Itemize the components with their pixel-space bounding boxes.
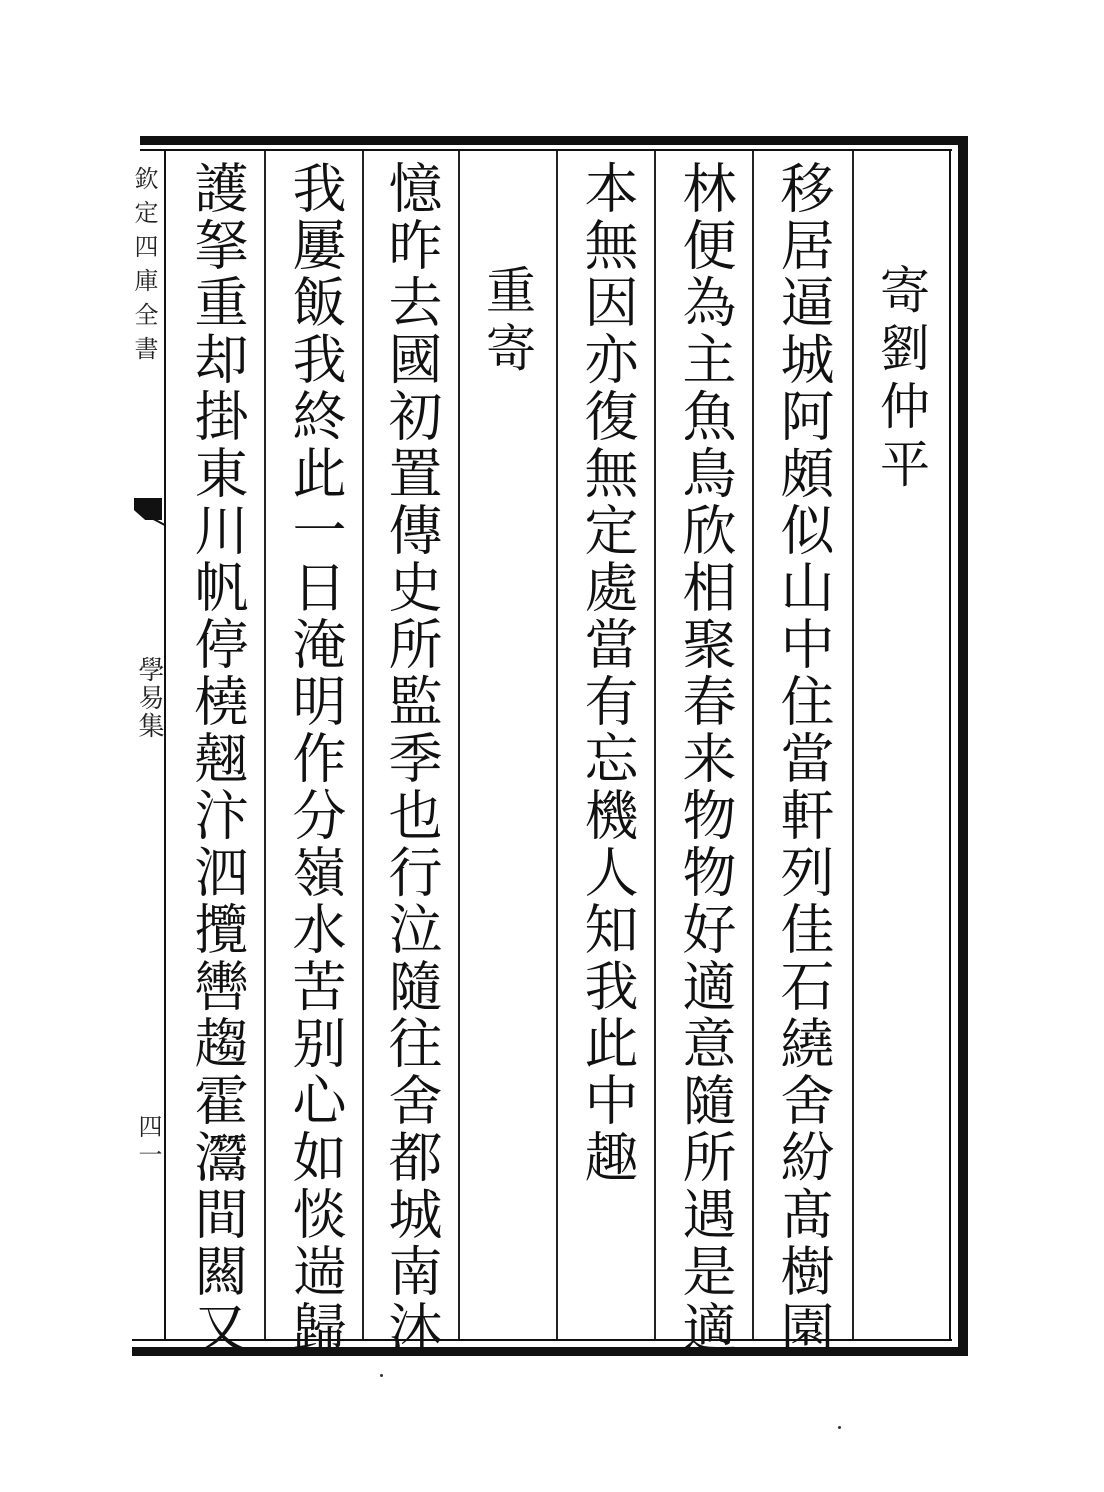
text-column: 我屢飯我終此一日淹明作分嶺水苦别心如惔遄歸 <box>284 160 347 1357</box>
text-column: 本無因亦復無定處當有忘機人知我此中趣 <box>576 160 639 1186</box>
margin-collection-title: 欽定四庫全書 <box>130 166 158 370</box>
ink-speck <box>838 1426 841 1429</box>
text-column: 憶昨去國初置傳史所監季也行泣隨往舍都城南沐 <box>380 160 443 1357</box>
column-divider <box>852 151 854 1339</box>
text-column: 林便為主魚鳥欣相聚春来物物好適意隨所遇是適 <box>674 160 737 1357</box>
column-divider <box>752 151 754 1339</box>
column-divider <box>362 151 364 1339</box>
margin-divider-line <box>164 151 166 1339</box>
column-divider <box>556 151 558 1339</box>
frame-right-outer-line <box>958 136 968 1356</box>
ink-speck <box>380 1374 383 1377</box>
poem-title: 寄劉仲平 <box>872 264 930 496</box>
frame-right-inner-line <box>949 149 951 1341</box>
text-column: 護拏重却掛東川帆停橈翹汴泗攬轡趨霍灊間闗又 <box>186 160 249 1357</box>
poem-title: 重寄 <box>478 264 536 380</box>
column-divider <box>264 151 266 1339</box>
margin-page-number: 四一 <box>134 1114 162 1170</box>
column-divider <box>458 151 460 1339</box>
frame-bottom-outer-line <box>132 1347 968 1356</box>
frame-top-inner-line <box>140 149 952 151</box>
text-column: 移居逼城阿頗似山中住當軒列佳石繞舍紛髙樹園 <box>772 160 835 1357</box>
column-divider <box>654 151 656 1339</box>
margin-book-title: 學易集 <box>134 656 164 740</box>
frame-top-outer-line <box>140 136 968 145</box>
